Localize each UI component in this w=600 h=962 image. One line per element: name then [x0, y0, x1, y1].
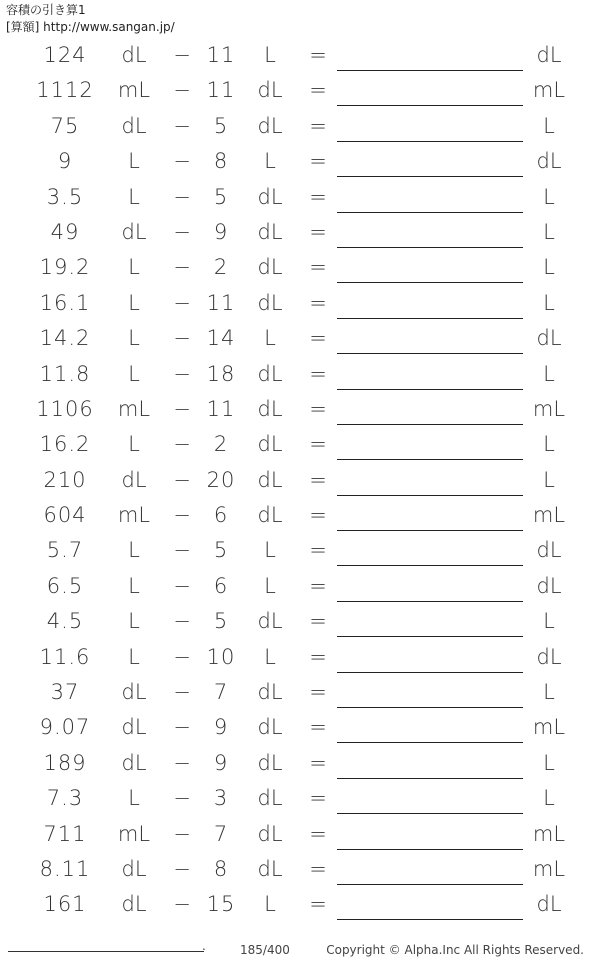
problem-row [0, 356, 600, 391]
second-quantity: 5 [213, 538, 229, 563]
equals-sign: = [309, 113, 327, 138]
problem-row [0, 249, 600, 284]
worksheet-title: 容積の引き算1 [6, 3, 86, 17]
second-unit: dL [257, 821, 283, 846]
answer-unit: dL [536, 149, 562, 174]
second-unit: L [264, 538, 276, 563]
answer-unit: L [543, 786, 555, 811]
second-quantity: 14 [206, 326, 236, 351]
minus-sign: − [173, 396, 191, 421]
first-unit: dL [121, 467, 147, 492]
minus-sign: − [173, 892, 191, 917]
minus-sign: − [173, 43, 191, 67]
equals-sign: = [309, 715, 327, 740]
problem-row [0, 285, 600, 320]
second-unit: dL [257, 219, 283, 244]
problem-row [0, 179, 600, 214]
problem-row [0, 780, 600, 815]
first-unit: dL [121, 715, 147, 740]
second-quantity: 2 [213, 432, 229, 457]
equals-sign: = [309, 290, 327, 315]
answer-unit: L [543, 219, 555, 244]
second-unit: dL [257, 361, 283, 386]
minus-sign: − [173, 644, 191, 669]
second-unit: dL [257, 396, 283, 421]
second-quantity: 5 [213, 113, 229, 138]
second-quantity: 15 [206, 892, 236, 917]
first-unit: dL [121, 113, 147, 138]
equals-sign: = [309, 892, 327, 917]
second-unit: dL [257, 184, 283, 209]
minus-sign: − [173, 184, 191, 209]
answer-blank[interactable] [337, 212, 523, 213]
second-quantity: 8 [213, 856, 229, 881]
equals-sign: = [309, 78, 327, 103]
equals-sign: = [309, 503, 327, 528]
second-unit: L [264, 573, 276, 598]
answer-blank[interactable] [337, 778, 523, 779]
problem-row [0, 214, 600, 249]
first-unit: L [128, 149, 140, 174]
worksheet-footer [0, 940, 600, 962]
first-unit: dL [121, 750, 147, 775]
first-unit: L [128, 432, 140, 457]
minus-sign: − [173, 219, 191, 244]
second-unit: dL [257, 786, 283, 811]
answer-unit: mL [532, 821, 566, 846]
answer-blank[interactable] [337, 495, 523, 496]
first-quantity: 3.5 [46, 184, 84, 209]
answer-unit: L [543, 184, 555, 209]
second-quantity: 11 [206, 43, 236, 67]
answer-unit: dL [536, 573, 562, 598]
minus-sign: − [173, 503, 191, 528]
equals-sign: = [309, 538, 327, 563]
second-quantity: 5 [213, 184, 229, 209]
first-quantity: 210 [43, 467, 87, 492]
page-number: 185/400 [240, 943, 290, 957]
first-quantity: 9 [57, 149, 73, 174]
second-quantity: 9 [213, 750, 229, 775]
answer-unit: mL [532, 78, 566, 103]
minus-sign: − [173, 538, 191, 563]
minus-sign: − [173, 326, 191, 351]
first-quantity: 711 [43, 821, 87, 846]
answer-unit: mL [532, 715, 566, 740]
answer-blank[interactable] [337, 318, 523, 319]
answer-unit: L [543, 255, 555, 280]
answer-unit: L [543, 361, 555, 386]
minus-sign: − [173, 715, 191, 740]
problem-row [0, 320, 600, 355]
first-unit: L [128, 290, 140, 315]
first-unit: mL [117, 396, 151, 421]
problem-row [0, 816, 600, 851]
first-quantity: 16.2 [39, 432, 91, 457]
second-unit: dL [257, 609, 283, 634]
answer-unit: L [543, 680, 555, 705]
first-unit: L [128, 644, 140, 669]
answer-blank[interactable] [337, 919, 523, 920]
answer-blank[interactable] [337, 530, 523, 531]
second-quantity: 3 [213, 786, 229, 811]
second-quantity: 5 [213, 609, 229, 634]
site-link[interactable]: [算額] http://www.sangan.jp/ [6, 20, 175, 34]
minus-sign: − [173, 821, 191, 846]
answer-blank[interactable] [337, 707, 523, 708]
answer-unit: mL [532, 503, 566, 528]
first-quantity: 37 [50, 680, 80, 705]
answer-blank[interactable] [337, 601, 523, 602]
name-line[interactable] [8, 951, 204, 952]
second-unit: dL [257, 113, 283, 138]
second-unit: dL [257, 467, 283, 492]
first-unit: mL [117, 78, 151, 103]
equals-sign: = [309, 361, 327, 386]
first-quantity: 7.3 [46, 786, 84, 811]
second-unit: dL [257, 78, 283, 103]
first-quantity: 14.2 [39, 326, 91, 351]
equals-sign: = [309, 821, 327, 846]
first-quantity: 6.5 [46, 573, 84, 598]
answer-blank[interactable] [337, 424, 523, 425]
problem-row [0, 603, 600, 638]
first-unit: L [128, 255, 140, 280]
second-quantity: 20 [206, 467, 236, 492]
second-unit: dL [257, 750, 283, 775]
equals-sign: = [309, 573, 327, 598]
second-quantity: 9 [213, 219, 229, 244]
equals-sign: = [309, 786, 327, 811]
answer-unit: L [543, 609, 555, 634]
first-unit: dL [121, 43, 147, 67]
minus-sign: − [173, 113, 191, 138]
problem-row [0, 497, 600, 532]
minus-sign: − [173, 255, 191, 280]
second-quantity: 6 [213, 503, 229, 528]
second-unit: L [264, 892, 276, 917]
answer-unit: L [543, 113, 555, 138]
first-quantity: 189 [43, 750, 87, 775]
first-unit: L [128, 573, 140, 598]
second-quantity: 2 [213, 255, 229, 280]
minus-sign: − [173, 856, 191, 881]
second-unit: dL [257, 290, 283, 315]
answer-unit: dL [536, 326, 562, 351]
problem-row [0, 532, 600, 567]
answer-blank[interactable] [337, 849, 523, 850]
answer-blank[interactable] [337, 636, 523, 637]
first-quantity: 124 [43, 43, 87, 67]
first-quantity: 11.8 [39, 361, 91, 386]
minus-sign: − [173, 680, 191, 705]
minus-sign: − [173, 467, 191, 492]
problem-row [0, 143, 600, 178]
first-quantity: 49 [50, 219, 80, 244]
first-quantity: 16.1 [39, 290, 91, 315]
equals-sign: = [309, 43, 327, 67]
answer-blank[interactable] [337, 176, 523, 177]
first-unit: L [128, 184, 140, 209]
answer-blank[interactable] [337, 282, 523, 283]
answer-blank[interactable] [337, 141, 523, 142]
problem-row [0, 37, 600, 72]
problem-row [0, 108, 600, 143]
first-quantity: 11.6 [39, 644, 91, 669]
equals-sign: = [309, 149, 327, 174]
problem-row [0, 886, 600, 921]
answer-unit: L [543, 432, 555, 457]
answer-unit: L [543, 750, 555, 775]
second-unit: dL [257, 503, 283, 528]
minus-sign: − [173, 609, 191, 634]
first-unit: mL [117, 821, 151, 846]
first-quantity: 4.5 [46, 609, 84, 634]
first-unit: L [128, 361, 140, 386]
second-unit: L [264, 326, 276, 351]
first-quantity: 8.11 [39, 856, 91, 881]
problem-row [0, 426, 600, 461]
second-unit: L [264, 644, 276, 669]
second-unit: dL [257, 856, 283, 881]
equals-sign: = [309, 219, 327, 244]
answer-unit: mL [532, 396, 566, 421]
first-quantity: 1106 [36, 396, 94, 421]
answer-blank[interactable] [337, 70, 523, 71]
answer-blank[interactable] [337, 459, 523, 460]
equals-sign: = [309, 644, 327, 669]
first-unit: L [128, 538, 140, 563]
equals-sign: = [309, 326, 327, 351]
problem-row [0, 851, 600, 886]
answer-unit: dL [536, 43, 562, 67]
minus-sign: − [173, 149, 191, 174]
equals-sign: = [309, 396, 327, 421]
first-quantity: 161 [43, 892, 87, 917]
answer-blank[interactable] [337, 353, 523, 354]
equals-sign: = [309, 467, 327, 492]
answer-unit: L [543, 290, 555, 315]
answer-blank[interactable] [337, 105, 523, 106]
problem-row [0, 462, 600, 497]
first-unit: dL [121, 219, 147, 244]
first-unit: L [128, 609, 140, 634]
second-quantity: 11 [206, 290, 236, 315]
first-unit: dL [121, 680, 147, 705]
equals-sign: = [309, 680, 327, 705]
problem-row [0, 391, 600, 426]
footer-dot: . [202, 939, 206, 953]
problem-row [0, 72, 600, 107]
second-quantity: 7 [213, 821, 229, 846]
problem-row [0, 674, 600, 709]
problem-row [0, 745, 600, 780]
answer-blank[interactable] [337, 247, 523, 248]
answer-blank[interactable] [337, 672, 523, 673]
answer-unit: mL [532, 856, 566, 881]
equals-sign: = [309, 750, 327, 775]
minus-sign: − [173, 432, 191, 457]
first-unit: mL [117, 503, 151, 528]
answer-blank[interactable] [337, 813, 523, 814]
second-quantity: 18 [206, 361, 236, 386]
second-quantity: 10 [206, 644, 236, 669]
minus-sign: − [173, 361, 191, 386]
first-quantity: 5.7 [46, 538, 84, 563]
answer-unit: dL [536, 538, 562, 563]
equals-sign: = [309, 255, 327, 280]
answer-unit: dL [536, 644, 562, 669]
answer-unit: dL [536, 892, 562, 917]
first-quantity: 604 [43, 503, 87, 528]
equals-sign: = [309, 432, 327, 457]
first-quantity: 75 [50, 113, 80, 138]
second-quantity: 7 [213, 680, 229, 705]
copyright: Copyright © Alpha.Inc All Rights Reserved. [326, 943, 584, 957]
equals-sign: = [309, 856, 327, 881]
minus-sign: − [173, 290, 191, 315]
second-quantity: 6 [213, 573, 229, 598]
problem-list [0, 37, 600, 922]
second-unit: dL [257, 432, 283, 457]
answer-blank[interactable] [337, 389, 523, 390]
minus-sign: − [173, 573, 191, 598]
second-unit: L [264, 43, 276, 67]
first-quantity: 19.2 [39, 255, 91, 280]
second-quantity: 8 [213, 149, 229, 174]
first-unit: L [128, 326, 140, 351]
minus-sign: − [173, 750, 191, 775]
worksheet-header [6, 2, 175, 36]
first-unit: dL [121, 856, 147, 881]
first-unit: L [128, 786, 140, 811]
second-unit: dL [257, 255, 283, 280]
first-unit: dL [121, 892, 147, 917]
first-quantity: 1112 [36, 78, 94, 103]
minus-sign: − [173, 786, 191, 811]
second-quantity: 11 [206, 396, 236, 421]
first-quantity: 9.07 [39, 715, 91, 740]
second-quantity: 11 [206, 78, 236, 103]
minus-sign: − [173, 78, 191, 103]
answer-unit: L [543, 467, 555, 492]
problem-row [0, 568, 600, 603]
answer-blank[interactable] [337, 884, 523, 885]
second-unit: L [264, 149, 276, 174]
answer-blank[interactable] [337, 742, 523, 743]
answer-blank[interactable] [337, 565, 523, 566]
problem-row [0, 639, 600, 674]
second-quantity: 9 [213, 715, 229, 740]
problem-row [0, 709, 600, 744]
second-unit: dL [257, 680, 283, 705]
equals-sign: = [309, 184, 327, 209]
second-unit: dL [257, 715, 283, 740]
equals-sign: = [309, 609, 327, 634]
